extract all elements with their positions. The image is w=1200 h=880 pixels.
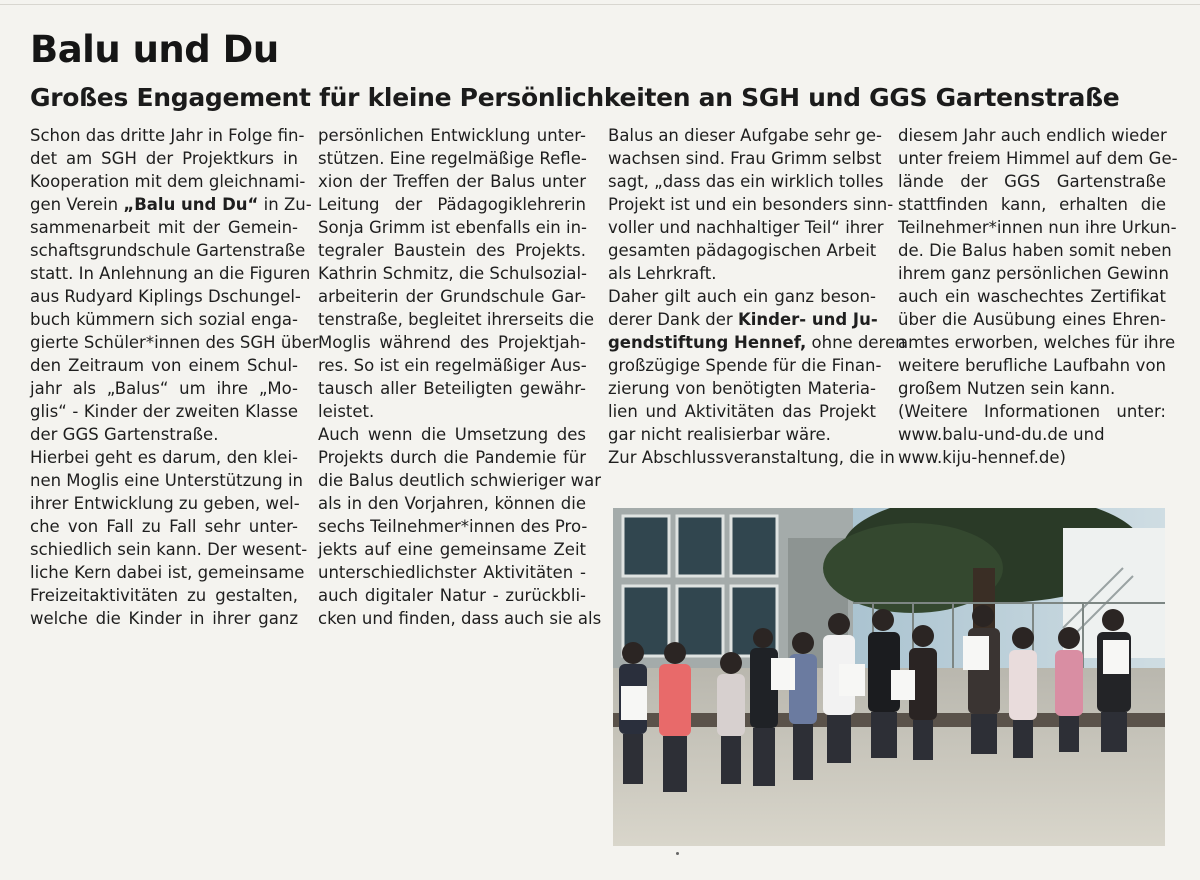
text-line-with-emphasis — [608, 331, 906, 354]
text-line: Projekt ist und ein besonders sinn- — [608, 195, 894, 214]
text-fragment: derer Dank der — [608, 310, 733, 329]
text-line: auch digitaler Natur - zurückbli- — [318, 586, 586, 605]
text-line: sagt, „dass das ein wirklich tolles — [608, 172, 884, 191]
text-line: sammenarbeit mit der Gemein- — [30, 218, 298, 237]
text-line-with-emphasis — [30, 193, 312, 216]
text-fragment: ohne deren — [806, 333, 906, 352]
text-line: (Weitere Informationen unter: — [898, 402, 1166, 421]
text-column-3 — [608, 124, 906, 469]
text-line: statt. In Anlehnung an die Figuren — [30, 264, 311, 283]
text-line: Sonja Grimm ist ebenfalls ein in- — [318, 218, 588, 237]
text-line: amtes erworben, welches für ihre — [898, 333, 1176, 352]
text-line: voller und nachhaltiger Teil“ ihrer — [608, 218, 884, 237]
text-line: als Lehrkraft. — [608, 264, 717, 283]
text-line: tausch aller Beteiligten gewähr- — [318, 379, 586, 398]
text-line: welche die Kinder in ihrer ganz — [30, 609, 298, 628]
text-line: Freizeitaktivitäten zu gestalten, — [30, 586, 298, 605]
text-line: de. Die Balus haben somit neben — [898, 241, 1172, 260]
text-line: Kathrin Schmitz, die Schulsozial- — [318, 264, 588, 283]
text-line: aus Rudyard Kiplings Dschungel- — [30, 287, 301, 306]
text-line: ihrem ganz persönlichen Gewinn — [898, 264, 1169, 283]
text-line: großem Nutzen sein kann. — [898, 379, 1116, 398]
text-fragment: in Zu- — [258, 195, 312, 214]
text-line: glis“ - Kinder der zweiten Klasse — [30, 402, 298, 421]
text-line: Kooperation mit dem gleichnami- — [30, 172, 306, 191]
text-line: lien und Aktivitäten das Projekt — [608, 402, 876, 421]
text-line: buch kümmern sich sozial enga- — [30, 310, 298, 329]
text-line: großzügige Spende für die Finan- — [608, 356, 882, 375]
text-line: gar nicht realisierbar wäre. — [608, 425, 831, 444]
text-line: über die Ausübung eines Ehren- — [898, 310, 1166, 329]
text-column-1 — [30, 124, 319, 630]
text-line: gierte Schüler*innen des SGH über — [30, 333, 319, 352]
text-line: der GGS Gartenstraße. — [30, 425, 219, 444]
text-line: wachsen sind. Frau Grimm selbst — [608, 149, 882, 168]
text-line: schiedlich sein kann. Der wesent- — [30, 540, 308, 559]
emphasis-balu-und-du: „Balu und Du“ — [123, 195, 259, 214]
group-photo — [613, 508, 1165, 846]
text-line: stattfinden kann, erhalten die — [898, 195, 1166, 214]
text-line-with-emphasis — [608, 308, 876, 331]
text-line: die Balus deutlich schwieriger war — [318, 471, 602, 490]
text-column-2 — [318, 124, 602, 630]
text-line: unter freiem Himmel auf dem Ge- — [898, 149, 1178, 168]
article-subheadline: Großes Engagement für kleine Persönlichkeiten an SGH und GGS Gartenstraße — [30, 83, 1120, 112]
text-line: unterschiedlichster Aktivitäten - — [318, 563, 586, 582]
emphasis-stiftung: Kinder- und Ju- — [737, 310, 878, 329]
text-fragment: gen Verein — [30, 195, 119, 214]
text-line: che von Fall zu Fall sehr unter- — [30, 517, 298, 536]
text-line: lände der GGS Gartenstraße — [898, 172, 1166, 191]
text-line: Balus an dieser Aufgabe sehr ge- — [608, 126, 882, 145]
text-line: jekts auf eine gemeinsame Zeit — [318, 540, 586, 559]
text-line: als in den Vorjahren, können die — [318, 494, 586, 513]
text-line: xion der Treffen der Balus unter — [318, 172, 586, 191]
text-line: jahr als „Balus“ um ihre „Mo- — [30, 379, 298, 398]
text-line: www.balu-und-du.de und — [898, 425, 1105, 444]
text-line: www.kiju-hennef.de) — [898, 448, 1066, 467]
text-line: det am SGH der Projektkurs in — [30, 149, 298, 168]
text-line: gesamten pädagogischen Arbeit — [608, 241, 877, 260]
text-line: Zur Abschlussveranstaltung, die in — [608, 448, 895, 467]
text-column-4 — [898, 124, 1178, 469]
group-photo-illustration — [613, 508, 1165, 846]
text-line: nen Moglis eine Unterstützung in — [30, 471, 303, 490]
text-line: res. So ist ein regelmäßiger Aus- — [318, 356, 587, 375]
text-line: Leitung der Pädagogiklehrerin — [318, 195, 586, 214]
text-line: ihrer Entwicklung zu geben, wel- — [30, 494, 300, 513]
text-line: liche Kern dabei ist, gemeinsame — [30, 563, 305, 582]
text-line: Auch wenn die Umsetzung des — [318, 425, 586, 444]
text-line: den Zeitraum von einem Schul- — [30, 356, 298, 375]
text-line: diesem Jahr auch endlich wieder — [898, 126, 1167, 145]
text-line: Hierbei geht es darum, den klei- — [30, 448, 298, 467]
text-line: stützen. Eine regelmäßige Refle- — [318, 149, 587, 168]
article-headline: Balu und Du — [30, 28, 279, 71]
print-speck — [676, 852, 679, 855]
text-line: zierung von benötigten Materia- — [608, 379, 876, 398]
text-line: sechs Teilnehmer*innen des Pro- — [318, 517, 588, 536]
text-line: schaftsgrundschule Gartenstraße — [30, 241, 306, 260]
text-line: Teilnehmer*innen nun ihre Urkun- — [898, 218, 1177, 237]
text-line: Schon das dritte Jahr in Folge fin- — [30, 126, 305, 145]
text-line: auch ein waschechtes Zertifikat — [898, 287, 1166, 306]
text-line: cken und finden, dass auch sie als — [318, 609, 602, 628]
text-line: persönlichen Entwicklung unter- — [318, 126, 586, 145]
text-line: weitere berufliche Laufbahn von — [898, 356, 1166, 375]
text-line: arbeiterin der Grundschule Gar- — [318, 287, 586, 306]
text-line: Daher gilt auch ein ganz beson- — [608, 287, 876, 306]
text-line: Moglis während des Projektjah- — [318, 333, 586, 352]
text-line: tenstraße, begleitet ihrerseits die — [318, 310, 595, 329]
text-line: Projekts durch die Pandemie für — [318, 448, 586, 467]
top-rule — [0, 4, 1200, 5]
text-line: leistet. — [318, 402, 375, 421]
text-line: tegraler Baustein des Projekts. — [318, 241, 586, 260]
emphasis-stiftung: gendstiftung Hennef, — [608, 333, 807, 352]
